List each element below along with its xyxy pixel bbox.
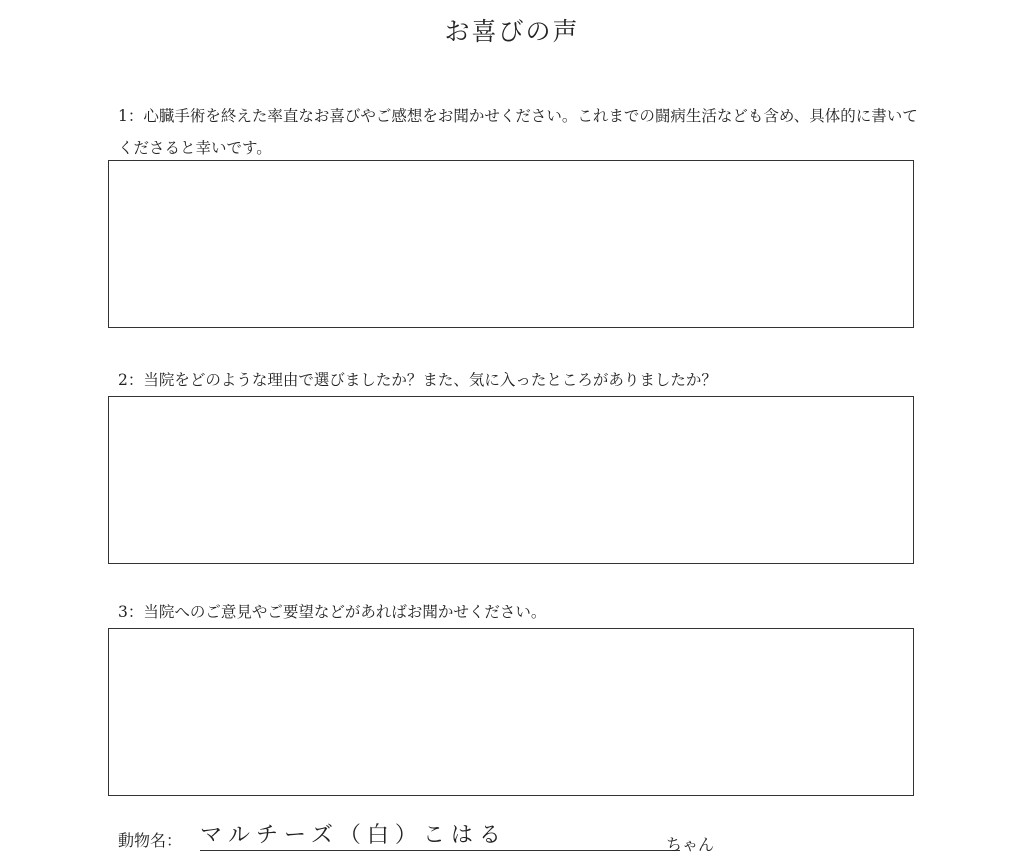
answer-2-box [108, 396, 914, 564]
pet-name-value: マルチーズ（白）こはる [200, 818, 680, 851]
answer-3-box [108, 628, 914, 796]
question-2-prompt: 2：当院をどのような理由で選びましたか？また、気に入ったところがありましたか？ [118, 371, 717, 389]
question-3-prompt: 3：当院へのご意見やご要望などがあればお聞かせください。 [118, 603, 547, 621]
answer-1-box [108, 160, 914, 328]
question-1-prompt: 1：心臓手術を終えた率直なお喜びやご感想をお聞かせください。これまでの闘病生活なども含め、具体的に書いてくださると幸いです。 [118, 107, 918, 157]
page-title: お喜びの声 [444, 17, 580, 46]
pet-name-row [118, 818, 918, 854]
pet-name-suffix: ちゃん [666, 835, 715, 854]
pet-name-label: 動物名： [118, 831, 183, 850]
